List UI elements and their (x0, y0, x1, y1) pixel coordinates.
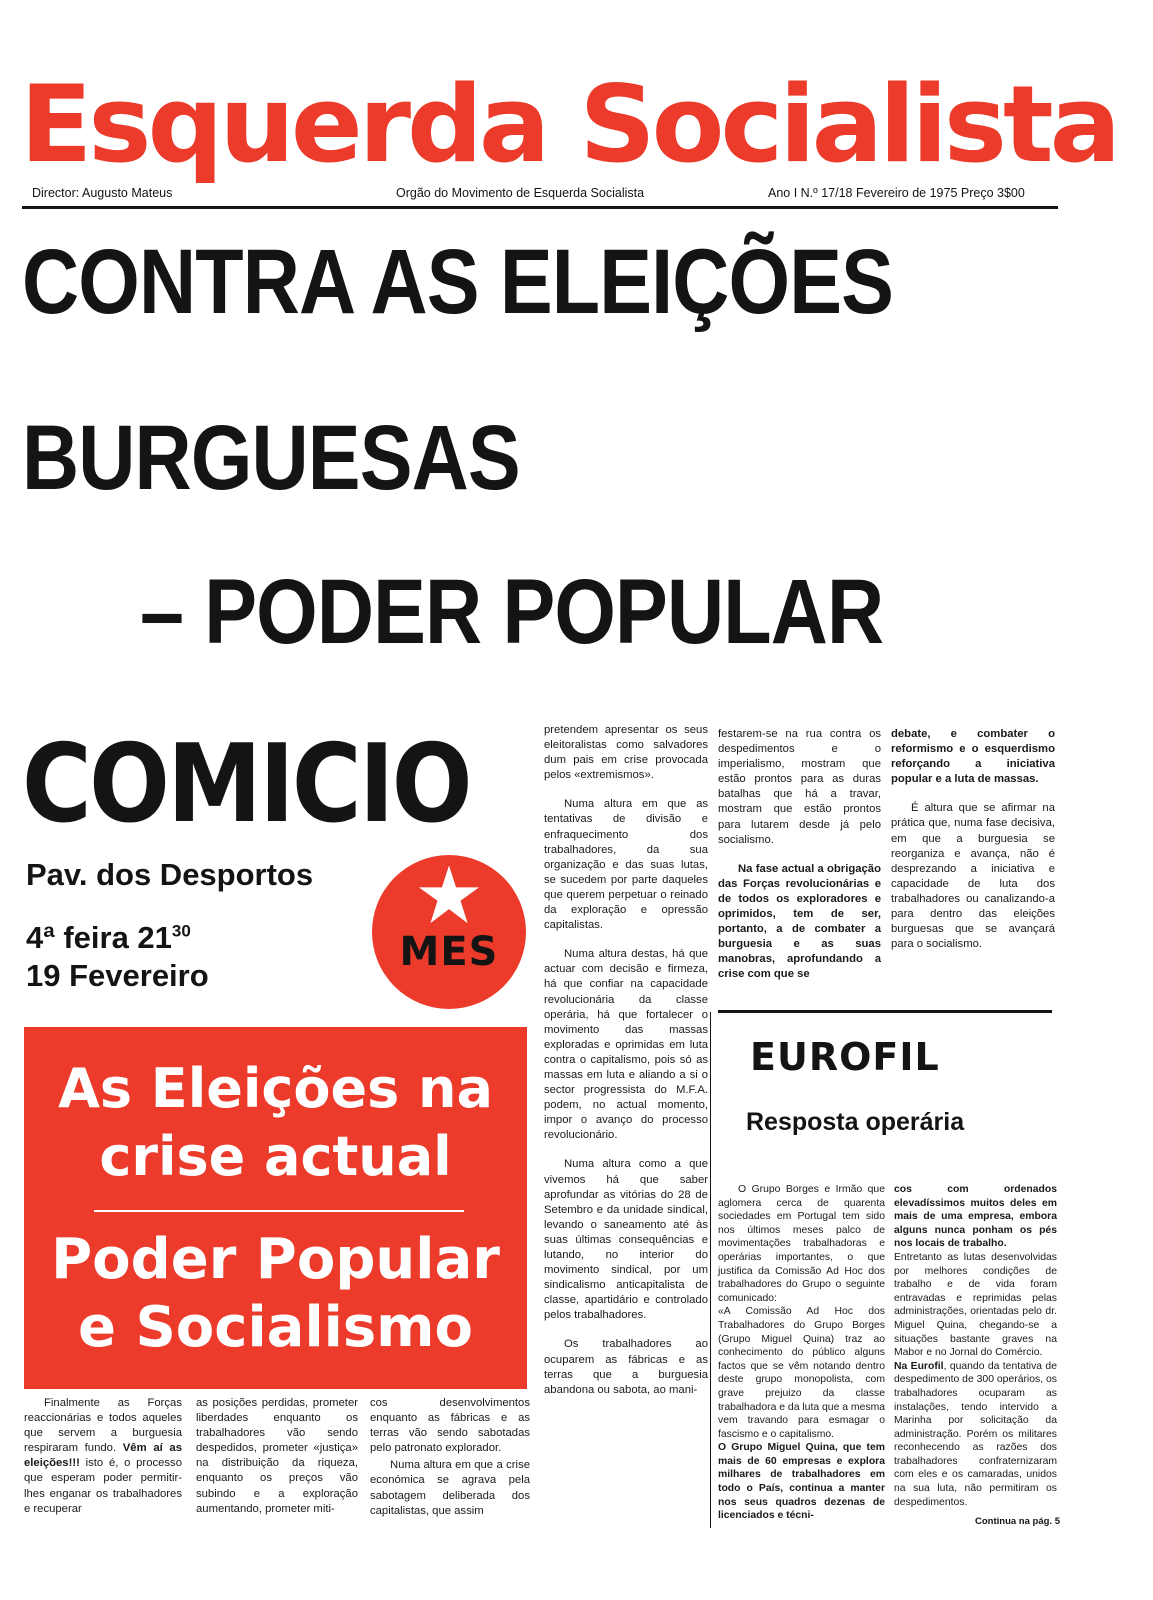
article-column-1: pretendem apresentar os seus eleitoralistas como salvadores dum pais em crise provocada pelos «extremismos». Numa altura em que as tentativas de divisão e enfraquecimento dos trabalhadores, da sua organização e das suas lutas, se sucedem por parte daqueles que querem perpetuar o reinado da exploração e opressão capitalistas. Numa altura destas, há que actuar com decisão e firmeza, há que confiar na capacidade revolucionária da classe operária, há que fortalecer o movimento das massas exploradas e oprimidas em luta contra o capitalismo, pois só as massas em luta e aliando a si o sector progressista do M.F.A. podem, no actual momento, impor o avanço do processo revolucionário. Numa altura como a que vivemos há que saber aprofundar as vitórias do 28 de Setembro e da unidade sindical, levando o saneamento até às suas últimas consequências e lutando, no interior do movimento sindical, por um sindicalismo anticapitalista de classe, apartidário e controlado pelos trabalhadores. Os trabalhadores ao ocuparem as fábricas e as terras que a burguesia abandona ou sabota, ao mani- (544, 724, 708, 1396)
bottom-column-3: cos desenvolvimentos enquanto as fábricas e as terras vão sendo sabotadas pelo patronato explorador. Numa altura em que a crise económica se agrava pela sabotagem deliberada dos capitalistas, que assim (370, 1397, 530, 1517)
mes-logo-text: MES (399, 929, 499, 975)
feature-line-4: e Socialismo (77, 1295, 473, 1360)
column-rule-1 (710, 1012, 711, 1528)
eurofil-top-rule (718, 1010, 1052, 1013)
continue-note: Continua na pág. 5 (975, 1516, 1060, 1527)
issue-line: Ano I N.º 17/18 Fevereiro de 1975 Preço 3$00 (768, 186, 1025, 200)
feature-line-2: crise actual (99, 1125, 452, 1188)
rally-title: COMICIO (22, 722, 470, 847)
masthead-title: Esquerda Socialista (20, 63, 1118, 186)
rally-date: 19 Fevereiro (26, 958, 209, 993)
bottom-column-1: Finalmente as Forças reaccionárias e todos aqueles que servem a burguesia respiraram fundo. Vêm aí as eleições!!! isto é, o processo que esperam poder permitir-lhes enganar os trabalhadores e recuperar (24, 1397, 182, 1515)
rally-day: 4ª feira 21 (26, 920, 172, 955)
feature-line-3: Poder Popular (51, 1227, 500, 1292)
article-column-3: debate, e combater o reformismo e o esquerdismo reforçando a iniciativa popular e a luta de massas. É altura que se afirmar na prática que, numa fase decisiva, em que a burguesia se reorganiza e avança, não é desprezando a iniciativa e capacidade de luta dos trabalhadores ou canalizando-a para dentro das eleições burguesas que se avançará para o socialismo. (891, 728, 1055, 951)
rally-day-time (26, 920, 191, 956)
headline-line-3: – PODER POPULAR (140, 561, 884, 663)
eurofil-column-2: cos com ordenados elevadíssimos muitos deles em mais de uma empresa, embora alguns nunca ponham os pés nos locais de trabalho. Entretanto as lutas desenvolvidas por melhores condições de trabalho e de vida foram entravadas e reprimidas pelas administrações, orientadas pelo dr. Miguel Quina, chegando-se a situações bastante graves na Mabor e no Jornal do Comércio. Na Eurofil, quando da tentativa de despedimento de 300 operários, os trabalhadores ocuparam as instalações, tendo intervido a Marinha por solicitação da administração. Porém os militares reconhecendo as razões dos trabalhadores confraternizaram com eles e os camaradas, unidos na sua luta, não permitiram os despedimentos. (894, 1184, 1057, 1508)
rally-venue: Pav. dos Desportos (26, 857, 314, 892)
eurofil-subtitle: Resposta operária (746, 1108, 965, 1136)
headline-line-2: BURGUESAS (22, 407, 520, 509)
eurofil-title: EUROFIL (750, 1035, 940, 1079)
rally-time-sup: 30 (171, 921, 191, 941)
director-line: Director: Augusto Mateus (32, 186, 173, 200)
article-column-2: festarem-se na rua contra os despedimentos e o imperialismo, mostram que estão prontos para as duras batalhas que há a travar, mostram que estão prontos para lutarem desde já pelo socialismo. Na fase actual a obrigação das Forças revolucionárias e de todos os exploradores e oprimidos, tem de ser, portanto, a de combater a burguesia e as suas manobras, aprofundando a crise com que se (718, 728, 881, 981)
feature-box (24, 1027, 527, 1389)
star-icon (417, 863, 481, 927)
feature-divider (94, 1210, 464, 1212)
headline-line-1: CONTRA AS ELEIÇÕES (22, 231, 894, 333)
masthead-rule (22, 206, 1058, 209)
bottom-column-2: as posições perdidas, prometer liberdades enquanto os trabalhadores vão sendo despedidos, prometer «justiça» na distribuição da riqueza, enquanto os preços vão subindo e a exploração aumentando, prometer miti- (196, 1397, 358, 1515)
eurofil-column-1: O Grupo Borges e Irmão que aglomera cerca de quarenta sociedades em Portugal tem sido nos últimos meses palco de movimentações trabalhadoras e operárias importantes, o que justifica da Comissão Ad Hoc dos trabalhadores do Grupo o seguinte comunicado: «A Comissão Ad Hoc dos Trabalhadores do Grupo Borges (Grupo Miguel Quina) traz ao conhecimento do público alguns factos que se vêm notando dentro deste grupo monopolista, com grave prejuizo da classe trabalhadora e da luta que a mesma vem travando para esmagar o fascismo e o capitalismo. O Grupo Miguel Quina, que tem mais de 60 empresas e explora milhares de trabalhadores em todo o País, continua a manter nos seus quadros dezenas de licenciados e técni- (718, 1184, 885, 1522)
feature-line-1: As Eleições na (58, 1057, 493, 1120)
mes-logo (372, 855, 526, 1009)
organ-line: Orgão do Movimento de Esquerda Socialista (396, 186, 645, 200)
